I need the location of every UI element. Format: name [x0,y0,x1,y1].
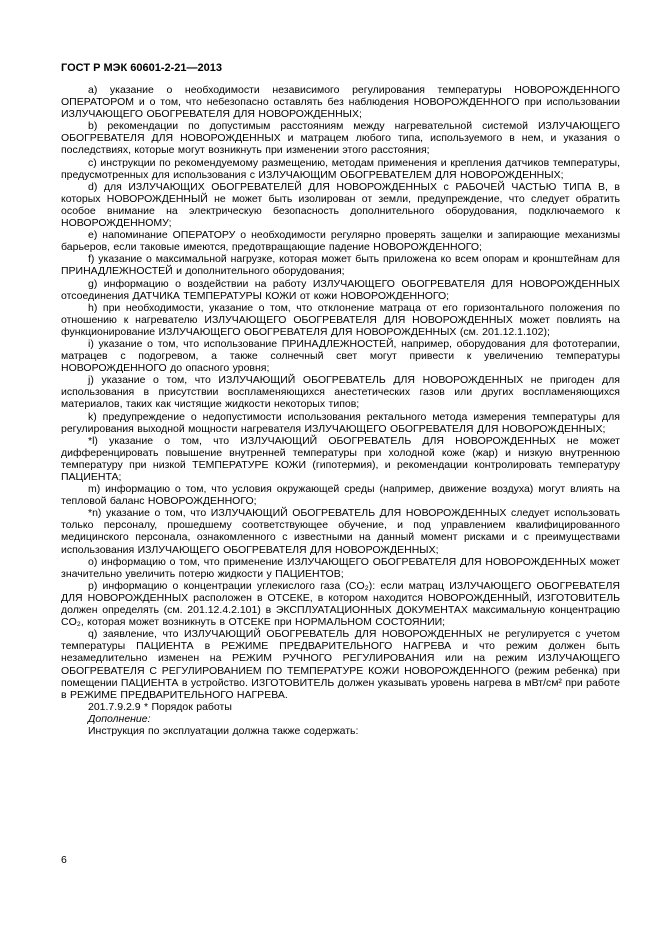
document-paragraph: 201.7.9.2.9 * Порядок работы [88,700,232,713]
page-number: 6 [61,854,67,866]
document-paragraph: k) предупреждение о недопустимости использования ректального метода измерения температуры для регулирования выходной мощности нагревателя ИЗЛУЧАЮЩЕГО ОБОГРЕВАТЕЛЯ ДЛЯ НОВОРОЖДЕННЫХ; [61,410,620,435]
document-paragraph: d) для ИЗЛУЧАЮЩИХ ОБОГРЕВАТЕЛЕЙ ДЛЯ НОВОРОЖДЕННЫХ с РАБОЧЕЙ ЧАСТЬЮ ТИПА В, в которых НОВОРОЖДЕННЫЙ не может быть изолирован от земли, предупреждение, что следует обратить особое внимание на электрическую безопасность дополнительного оборудования, подключаемого к НОВОРОЖДЕННОМУ; [61,180,620,230]
document-paragraph: j) указание о том, что ИЗЛУЧАЮЩИЙ ОБОГРЕВАТЕЛЬ ДЛЯ НОВОРОЖДЕННЫХ не пригоден для использования в присутствии воспламеняющихся анестетических газов или других воспламеняющихся материалов, таких как чистящие жидкости некоторых типов; [61,374,620,411]
document-paragraph: q) заявление, что ИЗЛУЧАЮЩИЙ ОБОГРЕВАТЕЛЬ ДЛЯ НОВОРОЖДЕННЫХ не регулируется с учетом температуры ПАЦИЕНТА в РЕЖИМЕ ПРЕДВАРИТЕЛЬНОГО НАГРЕВА и что режим должен быть незамедлительно изменен на РЕЖИМ РУЧНОГО РЕГУЛИРОВАНИЯ или на режим ИЗЛУЧАЮЩЕГО ОБОГРЕВАТЕЛЯ С РЕГУЛИРОВАНИЕМ ПО ТЕМПЕРАТУРЕ КОЖИ НОВОРОЖДЕННОГО (режим ребенка) при помещении ПАЦИЕНТА в устройство. ИЗГОТОВИТЕЛЬ должен указывать уровень нагрева в мВт/см² при работе в РЕЖИМЕ ПРЕДВАРИТЕЛЬНОГО НАГРЕВА. [61,628,620,701]
document-header-title: ГОСТ Р МЭК 60601-2-21—2013 [61,62,222,74]
document-paragraph: f) указание о максимальной нагрузке, которая может быть приложена ко всем опорам и кронштейнам для ПРИНАДЛЕЖНОСТЕЙ и дополнительного оборудования; [61,253,620,278]
document-paragraph: m) информацию о том, что условия окружающей среды (например, движение воздуха) могут влиять на тепловой баланс НОВОРОЖДЕННОГО; [61,483,620,508]
document-paragraph: c) инструкции по рекомендуемому размещению, методам применения и крепления датчиков температуры, предусмотренных для использования с ИЗЛУЧАЮЩИМ ОБОГРЕВАТЕЛЕМ ДЛЯ НОВОРОЖДЕННЫХ; [61,156,620,181]
document-paragraph: i) указание о том, что использование ПРИНАДЛЕЖНОСТЕЙ, например, оборудования для фототерапии, матрацев с подогревом, а также солнечный свет могут привести к увеличению температуры НОВОРОЖДЕННОГО до опасного уровня; [61,337,620,375]
document-paragraph: p) информацию о концентрации углекислого газа (CO₂): если матрац ИЗЛУЧАЮЩЕГО ОБОГРЕВАТЕЛЯ ДЛЯ НОВОРОЖДЕННЫХ расположен в ОТСЕКЕ, в котором находится НОВОРОЖДЕННЫЙ, ИЗГОТОВИТЕЛЬ должен определять (см. 201.12.4.2.101) в ЭКСПЛУАТАЦИОННЫХ ДОКУМЕНТАХ максимальную концентрацию CO₂, которая может возникнуть в ОТСЕКЕ при НОРМАЛЬНОМ СОСТОЯНИИ; [61,579,620,629]
document-body [61,84,620,737]
document-paragraph: *n) указание о том, что ИЗЛУЧАЮЩИЙ ОБОГРЕВАТЕЛЬ ДЛЯ НОВОРОЖДЕННЫХ следует использовать только персоналу, прошедшему соответствующее обучение, и под управлением квалифицированного медицинского персонала, ознакомленного с известными на данный момент рисками и с преимуществами использования ИЗЛУЧАЮЩЕГО ОБОГРЕВАТЕЛЯ ДЛЯ НОВОРОЖДЕННЫХ; [61,507,620,556]
document-paragraph: b) рекомендации по допустимым расстояниям между нагревательной системой ИЗЛУЧАЮЩЕГО ОБОГРЕВАТЕЛЯ ДЛЯ НОВОРОЖДЕННЫХ и матрацем любого типа, используемого в нем, и указания о последствиях, которые могут возникнуть при изменении этого расстояния; [61,120,620,157]
document-paragraph: Дополнение: [88,712,151,725]
document-paragraph: o) информацию о том, что применение ИЗЛУЧАЮЩЕГО ОБОГРЕВАТЕЛЯ ДЛЯ НОВОРОЖДЕННЫХ может значительно увеличить потерю жидкости у ПАЦИЕНТОВ; [61,555,620,580]
document-paragraph: g) информацию о воздействии на работу ИЗЛУЧАЮЩЕГО ОБОГРЕВАТЕЛЯ ДЛЯ НОВОРОЖДЕННЫХ отсоединения ДАТЧИКА ТЕМПЕРАТУРЫ КОЖИ от кожи НОВОРОЖДЕННОГО; [61,277,620,302]
document-paragraph: h) при необходимости, указание о том, что отклонение матраца от его горизонтального положения по отношению к нагревателю ИЗЛУЧАЮЩЕГО ОБОГРЕВАТЕЛЯ ДЛЯ НОВОРОЖДЕННЫХ может повлиять на функционирование ИЗЛУЧАЮЩЕГО ОБОГРЕВАТЕЛЯ ДЛЯ НОВОРОЖДЕННЫХ (см. 201.12.1.102); [61,301,620,338]
document-paragraph: a) указание о необходимости независимого регулирования температуры НОВОРОЖДЕННОГО ОПЕРАТОРОМ и о том, что небезопасно оставлять без наблюдения НОВОРОЖДЕННОГО при использовании ИЗЛУЧАЮЩЕГО ОБОГРЕВАТЕЛЯ ДЛЯ НОВОРОЖДЕННЫХ; [61,84,620,121]
document-paragraph: *l) указание о том, что ИЗЛУЧАЮЩИЙ ОБОГРЕВАТЕЛЬ ДЛЯ НОВОРОЖДЕННЫХ не может дифференцировать повышение внутренней температуры при холодной коже (жар) и низкую внутреннюю температуру при низкой ТЕМПЕРАТУРЕ КОЖИ (гипотермия), и рекомендации контролировать температуру ПАЦИЕНТА; [61,434,620,483]
document-paragraph: Инструкция по эксплуатации должна также содержать: [88,724,359,737]
document-paragraph: e) напоминание ОПЕРАТОРУ о необходимости регулярно проверять защелки и запирающие механизмы барьеров, если таковые имеются, предотвращающие падение НОВОРОЖДЕННОГО; [61,229,620,254]
